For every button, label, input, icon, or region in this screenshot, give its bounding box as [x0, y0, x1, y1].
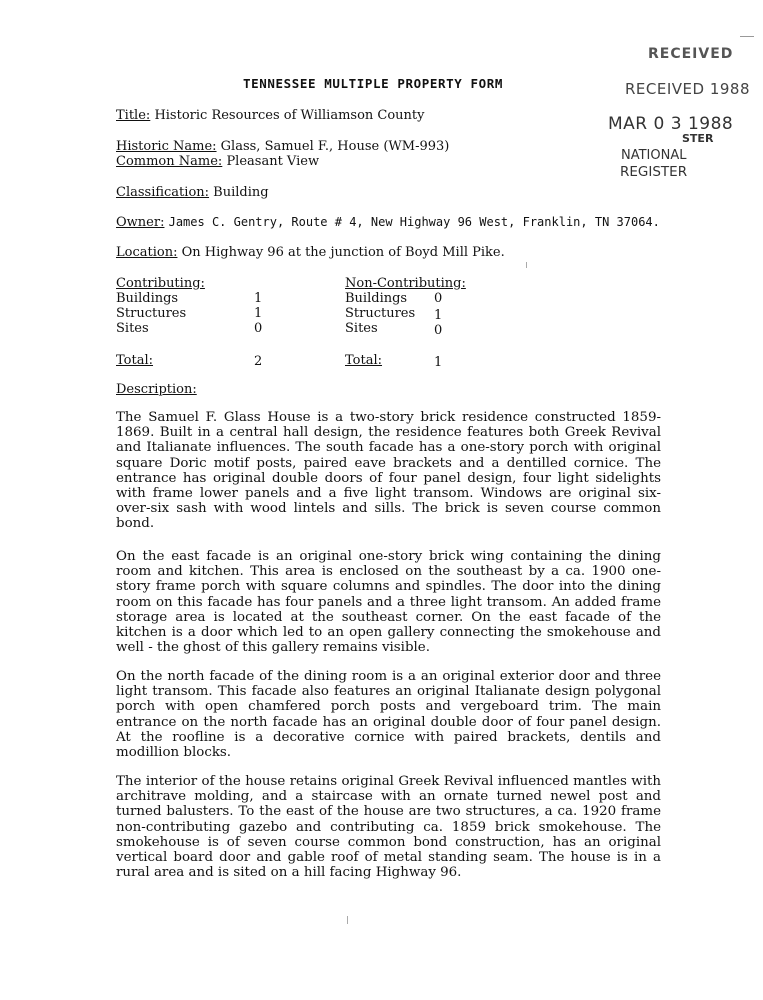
- title-field: [116, 108, 425, 123]
- classification-value: Building: [213, 185, 269, 200]
- non-contributing-labels: [345, 276, 466, 336]
- non-contributing-row-label: Buildings: [345, 291, 408, 306]
- historic-name-label: Historic Name:: [116, 139, 217, 154]
- received-stamp-date: MAR 0 3 1988: [608, 114, 734, 134]
- non-contributing-header: Non-Contributing:: [345, 276, 466, 291]
- scan-speck: [347, 916, 348, 924]
- non-contributing-counts: [434, 291, 442, 338]
- total-label: Total:: [345, 353, 383, 368]
- stamp-national: NATIONAL: [621, 148, 687, 163]
- description-heading: [116, 382, 197, 397]
- title-value: Historic Resources of Williamson County: [154, 108, 425, 123]
- historic-name-field: [116, 139, 449, 154]
- non-contributing-total-label: [345, 353, 382, 368]
- contributing-row-label: Buildings: [116, 291, 179, 306]
- contributing-count: 1: [254, 291, 263, 306]
- received-stamp-year: RECEIVED 1988: [625, 80, 751, 98]
- contributing-total: [254, 354, 262, 369]
- non-contributing-count: 0: [434, 323, 443, 338]
- contributing-row-label: Sites: [116, 321, 149, 336]
- description-paragraph: The Samuel F. Glass House is a two-story brick residence constructed 1859-1869. Built in a central hall design, the residence features both Greek Revival and Italianate influences. The south facade has a one-story porch with original square Doric motif posts, paired eave brackets and a dentilled cornice. The entrance has original double doors of four panel design, four light sidelights with frame lower panels and a five light transom. Windows are original six-over-six sash with wood lintels and sills. The brick is seven course common bond.: [116, 410, 661, 532]
- owner-field: [116, 215, 660, 230]
- location-value: On Highway 96 at the junction of Boyd Mill Pike.: [181, 245, 505, 260]
- non-contributing-total: [434, 355, 442, 370]
- stamp-fragment: STER: [682, 132, 714, 145]
- non-contributing-count: 1: [434, 308, 443, 323]
- title-label: Title:: [116, 108, 151, 123]
- contributing-header: Contributing:: [116, 276, 205, 291]
- contributing-total-label: [116, 353, 153, 368]
- non-contributing-total-value: 1: [434, 355, 443, 370]
- description-paragraph: On the east facade is an original one-story brick wing containing the dining room and kitchen. This area is enclosed on the southeast by a ca. 1900 one-story frame porch with square columns and spindles. The door into the dining room on this facade has four panels and a three light transom. An added frame storage area is located at the southeast corner. On the east facade of the kitchen is a door which led to an open gallery connecting the smokehouse and well - the ghost of this gallery remains visible.: [116, 549, 661, 656]
- location-label: Location:: [116, 245, 178, 260]
- form-title: TENNESSEE MULTIPLE PROPERTY FORM: [243, 76, 504, 91]
- non-contributing-count: 0: [434, 291, 443, 306]
- classification-label: Classification:: [116, 185, 210, 200]
- common-name-value: Pleasant View: [226, 154, 320, 169]
- total-label: Total:: [116, 353, 154, 368]
- contributing-counts: [254, 291, 262, 336]
- scan-mark: [740, 36, 754, 37]
- owner-label: Owner:: [116, 215, 165, 230]
- stamp-register: REGISTER: [620, 164, 688, 180]
- owner-value: James C. Gentry, Route # 4, New Highway 96 West, Franklin, TN 37064.: [168, 215, 660, 229]
- classification-field: [116, 185, 269, 200]
- non-contributing-row-label: Structures: [345, 306, 416, 321]
- historic-name-value: Glass, Samuel F., House (WM-993): [220, 139, 450, 154]
- common-name-field: [116, 154, 319, 169]
- contributing-row-label: Structures: [116, 306, 187, 321]
- contributing-total-value: 2: [254, 354, 263, 369]
- contributing-labels: [116, 276, 205, 336]
- contributing-count: 1: [254, 306, 263, 321]
- description-label: Description:: [116, 382, 197, 397]
- non-contributing-row-label: Sites: [345, 321, 378, 336]
- common-name-label: Common Name:: [116, 154, 223, 169]
- received-stamp-top: RECEIVED: [648, 46, 734, 62]
- location-field: [116, 245, 505, 260]
- contributing-count: 0: [254, 321, 263, 336]
- description-paragraph: The interior of the house retains original Greek Revival influenced mantles with architrave molding, and a staircase with an ornate turned newel post and turned balusters. To the east of the house are two structures, a ca. 1920 frame non-contributing gazebo and contributing ca. 1859 brick smokehouse. The smokehouse is of seven course common bond construction, has an original vertical board door and gable roof of metal standing seam. The house is in a rural area and is sited on a hill facing Highway 96.: [116, 774, 661, 881]
- description-paragraph: On the north facade of the dining room is a an original exterior door and three light transom. This facade also features an original Italianate design polygonal porch with open chamfered porch posts and vergeboard trim. The main entrance on the north facade has an original double door of four panel design. At the roofline is a decorative cornice with paired brackets, dentils and modillion blocks.: [116, 669, 661, 761]
- scan-speck: [526, 262, 527, 268]
